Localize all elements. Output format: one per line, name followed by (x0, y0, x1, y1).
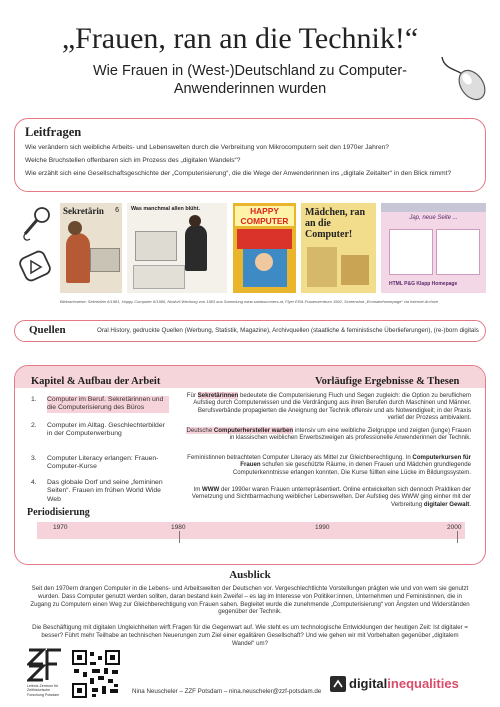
timeline (37, 522, 465, 539)
image-homepage-screenshot (381, 203, 486, 293)
leitfrage-1: Wie verändern sich weibliche Arbeits- und Lebenswelten durch die Verbreitung von Mikrocomputern seit den 1970er Jahren? (25, 144, 389, 151)
qr-code[interactable] (72, 650, 120, 698)
zzf-logo (27, 648, 63, 682)
timeline-year: 1990 (315, 524, 330, 531)
image-sekretaerin-magazine (60, 203, 122, 293)
timeline-year: 1980 (171, 524, 186, 531)
microphone-icon (20, 205, 52, 243)
homepage-headline: Jap, neue Seite ... (409, 215, 458, 221)
author-contact: Nina Neuscheler – ZZF Potsdam – nina.neuscheler@zzf-potsdam.de (132, 688, 322, 695)
leitfragen-heading: Leitfragen (25, 125, 82, 139)
flyer-headline: Mädchen, ran an die Computer! (305, 207, 365, 240)
leitfrage-2: Welche Bruchstellen offenbaren sich im Prozess des „digitalen Wandels“? (25, 157, 241, 164)
poster-subtitle: Wie Frauen in (West-)Deutschland zu Computer-Anwenderinnen wurden (92, 63, 407, 97)
image-credits: Bildnachweise: Sekretärin 6/1981, Happy Computer 6/1986, Nixdorf-Werbung von 1983 aus Sammlung www.saintsummers.at, Flyer ERA-Frauenzentrum 1992, Screenshot „Emmainthomepage“ via Internet Archive (60, 299, 438, 304)
leitfragen-panel (14, 118, 486, 192)
magazine-title: Sekretärin (63, 206, 104, 216)
ergebnisse-heading: Vorläufige Ergebnisse & Thesen (315, 376, 460, 387)
periodisierung-heading: Periodisierung (27, 507, 90, 518)
result-www: Im WWW der 1990er waren Frauen unterrepräsentiert. Online entwickelten sich dennoch Praktiken der Vernetzung und Sichtbarmachung weiblicher Lebenswelten. Der Aufstieg des WWW ging einher mit der Verbreitung digitaler Gewalt. (191, 486, 471, 508)
image-happy-computer-magazine (233, 203, 296, 293)
zzf-logo-text: Leibniz-Zentrum für Zeithistorische Forschung Potsdam (27, 684, 60, 697)
ausblick-heading: Ausblick (229, 569, 271, 581)
poster-title: „Frauen, ran an die Technik!“ (61, 22, 419, 55)
ad-headline: Was manchmal allen blüht. (131, 206, 200, 212)
image-computer-ad (127, 203, 227, 293)
digital-inequalities-logo-icon (330, 676, 346, 692)
quellen-text: Oral History, gedruckte Quellen (Werbung, Statistik, Magazine), Archivquellen (staatliche & feministische Überlieferungen), (re-)born digitals (97, 327, 479, 334)
quellen-panel (14, 320, 486, 342)
chapters-results-panel: Kapitel & Aufbau der Arbeit Vorläufige Ergebnisse & Thesen 1. Computer im Beruf. Sekretärinnen und die Computerisierung des Büros 2. Computer im Alltag. Geschlechterbilder in der Computerwerbung 3. Computer Literacy erlangen: Frauen-Computer-Kurse 4. Das globale Dorf und seine „femininen Seiten“. Frauen im frühen World Wide Web Für Sekretärinnen bedeutete die Computerisierung Fluch und Segen zugleich: die Option zu beruflichem Aufstieg durch Computerwissen und die Verdrängung aus ihren Berufen durch Maschinen und Männer. Berufsverbände propagierten die Aneignung der Technik offensiv und als Notwendigkeit; in der Praxis verlief der Prozess ambivalent. Deutsche Computerhersteller warben intensiv um eine weibliche Zielgruppe und zeigten (junge) Frauen in klassischen weiblichen Erwerbszweigen als professionelle Anwenderinnen der Technik. Feministinnen betrachteten Computer Literacy als Mittel zur Gleichberechtigung. In Computerkursen für Frauen schufen sie geschützte Räume, in denen Frauen und Mädchen grundlegende Computerkenntnisse erlangen konnten. Die Kurse füllten eine Lücke im Bildungssystem. Im WWW der 1990er waren Frauen unterrepräsentiert. Online entwickelten sich dennoch Praktiken der Vernetzung und Sichtbarmachung weiblicher Lebenswelten. Der Aufstieg des WWW ging einher mit der Verbreitung digitaler Gewalt. Periodisierung 1970 1980 1990 2000 (14, 365, 486, 565)
result-sekretaerinnen: Für Sekretärinnen bedeutete die Computerisierung Fluch und Segen zugleich: die Option zu beruflichem Aufstieg durch Computerwissen und die Verdrängung aus ihren Berufen durch Maschinen und Männer. Berufsverbände propagierten die Aneignung der Technik offensiv und als Notwendigkeit; in der Praxis verlief der Prozess ambivalent. (186, 392, 471, 421)
quellen-heading: Quellen (29, 324, 66, 336)
timeline-year: 2000 (447, 524, 462, 531)
homepage-footer: HTML P&G Klapp Homepage (389, 281, 458, 287)
magazine-issue: 6 (115, 207, 119, 214)
video-play-icon (18, 250, 54, 284)
timeline-year: 1970 (53, 524, 68, 531)
ausblick-paragraph-1: Seit den 1970ern drangen Computer in die Lebens- und Arbeitswelten der Deutschen vor. Vergeschlechtlichte Vorstellungen prägten wie und von wem sie genutzt wurden. Dass Computer genutzt werden sollten, daran bestand kein Zweifel – es lag im Interesse von Politiker:innen, Unternehmen und Feministinnen, die in Zugang zu Computern einen Weg zur Gleichberechtigung von Frauen sahen. Begleitet wurde die zunehmende „Computerisierung“ von Ängsten und Widerständen gegenüber der Technik. (30, 585, 470, 616)
result-computerwerbung: Deutsche Computerhersteller warben intensiv um eine weibliche Zielgruppe und zeigten (junge) Frauen in klassischen weiblichen Erwerbszweigen als professionelle Anwenderinnen der Technik. (186, 427, 471, 442)
computer-mouse-icon (436, 55, 486, 103)
kapitel-heading: Kapitel & Aufbau der Arbeit (31, 376, 161, 387)
ausblick-paragraph-2: Die Beschäftigung mit digitalen Ungleichheiten wirft Fragen für die Gegenwart auf. Wie steht es um technologische Entwicklungen der heutigen Zeit: Ist digitaler = besser? Führt mehr Teilhabe an technischen Neuerungen zum Ziel einer egalitären Gesellschaft? Und wie gehen wir mit Vorbehalten gegenüber „digitalem Wandel“ um? (32, 624, 468, 647)
result-computerkurse: Feministinnen betrachteten Computer Literacy als Mittel zur Gleichberechtigung. In Computerkursen für Frauen schufen sie geschützte Räume, in denen Frauen und Mädchen grundlegende Computerkenntnisse erlangen konnten. Die Kurse füllten eine Lücke im Bildungssystem. (187, 454, 471, 476)
image-frauenzentrum-flyer (301, 203, 376, 293)
magazine-logo: HAPPY COMPUTER (235, 206, 294, 226)
digital-inequalities-logo: digitalinequalities (349, 676, 459, 691)
leitfrage-3: Wie erzählt sich eine Gesellschaftsgeschichte der „Computerisierung“, die die Wege der Anwenderinnen ins „digitale Zeitalter“ in den Blick nimmt? (25, 170, 452, 177)
